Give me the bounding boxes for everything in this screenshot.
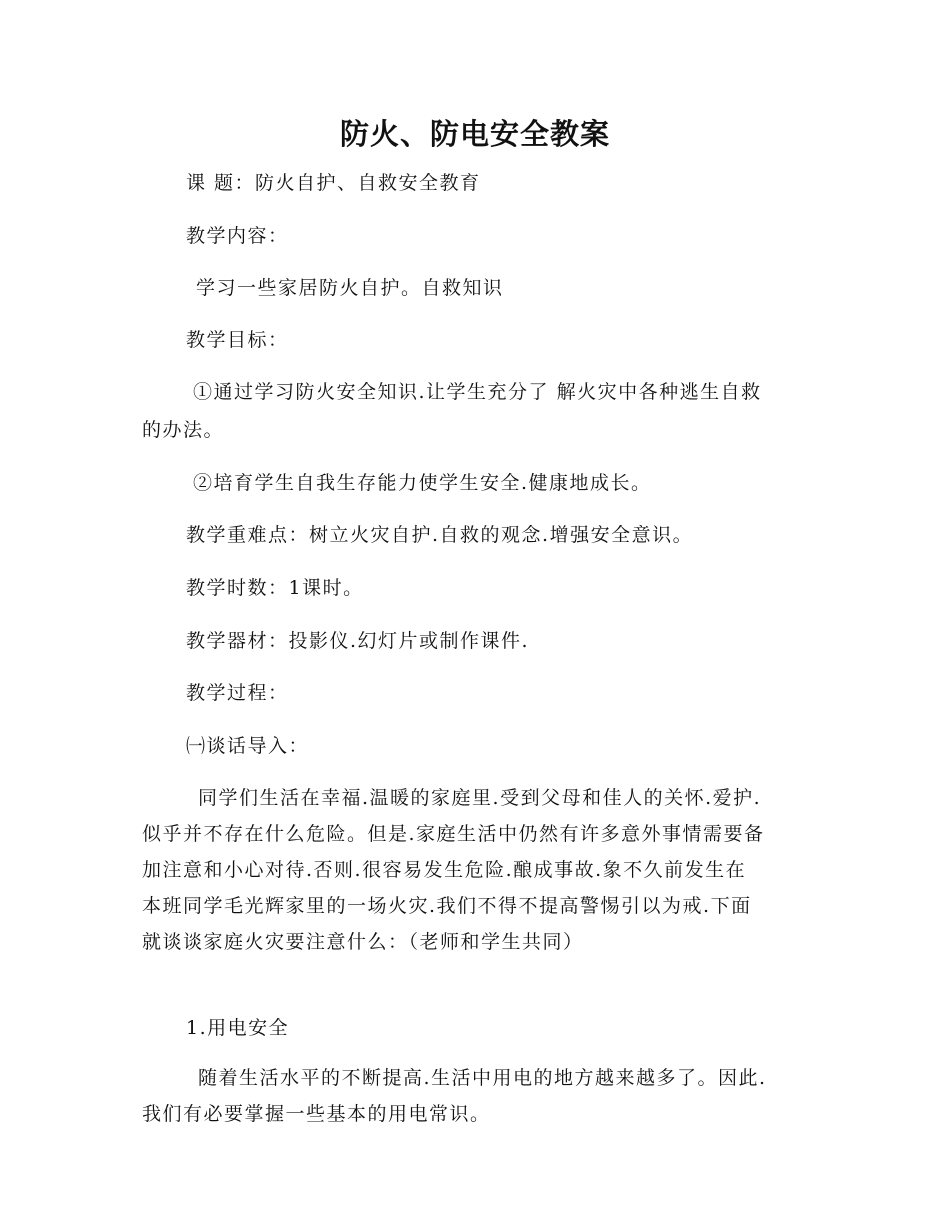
section-1-line: 随着生活水平的不断提高.生活中用电的地方越来越多了。因此. [198,1067,767,1089]
section-1-line: 我们有必要掌握一些基本的用电常识。 [142,1103,491,1125]
intro-heading: ㈠谈话导入： [186,735,310,757]
lesson-topic: 课 题：防火自护、自救安全教育 [186,172,481,194]
intro-line: 就谈谈家庭火灾要注意什么：（老师和学生共同） [142,931,584,953]
process-heading: 教学过程： [186,682,289,704]
intro-paragraph [142,780,812,960]
section-1-paragraph [142,1060,812,1132]
content-text: 学习一些家居防火自护。自救知识 [196,277,504,299]
teaching-equipment: 教学器材：投影仪.幻灯片或制作课件. [186,630,530,652]
section-1-heading: 1.用电安全 [186,1017,290,1039]
goals-heading: 教学目标： [186,329,289,351]
document-title: 防火、防电安全教案 [339,117,610,151]
intro-line: 似乎并不存在什么危险。但是.家庭生活中仍然有许多意外事情需要备 [142,823,765,845]
intro-line: 本班同学毛光辉家里的一场火灾.我们不得不提高警惕引以为戒.下面 [142,895,752,917]
key-points: 教学重难点：树立火灾自护.自救的观念.增强安全意识。 [186,524,694,546]
intro-line: 同学们生活在幸福.温暖的家庭里.受到父母和佳人的关怀.爱护. [198,787,762,809]
goal-1-line-2: 的办法。 [142,419,225,441]
goal-2: ②培育学生自我生存能力使学生安全.健康地成长。 [193,472,652,494]
teaching-hours: 教学时数：1课时。 [186,577,364,599]
goal-1-line-1: ①通过学习防火安全知识.让学生充分了 解火灾中各种逃生自救 [193,381,762,403]
intro-line: 加注意和小心对待.否则.很容易发生危险.酿成事故.象不久前发生在 [142,859,747,881]
content-heading: 教学内容： [186,225,289,247]
